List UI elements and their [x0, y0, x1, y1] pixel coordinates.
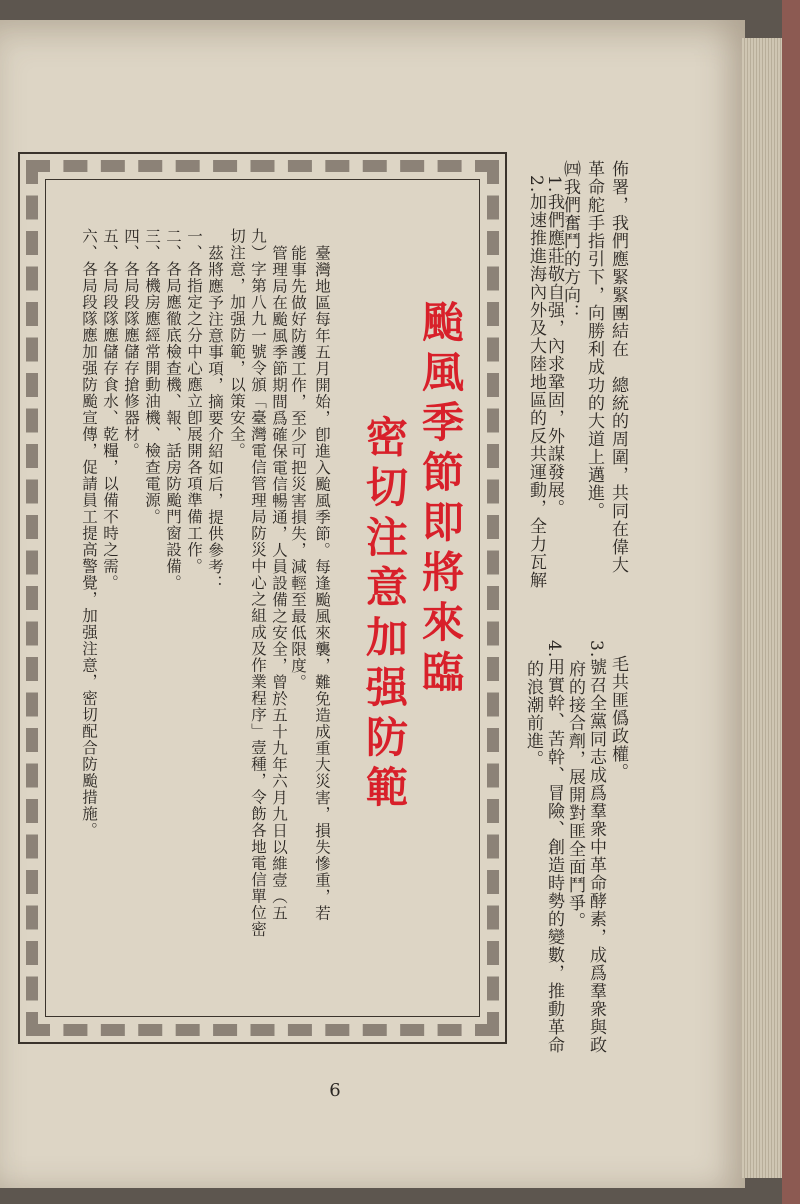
book-cover-edge [782, 0, 800, 1204]
article-col-6: 茲將應予注意事項，摘要介紹如后，提供參考： [206, 245, 224, 592]
article-title-line2: 密切注意加强防範 [360, 415, 409, 815]
article-col-2: 能事先做好防護工作，至少可把災害損失，減輕至最低限度。 [289, 245, 307, 691]
article-col-10: 四、各局段隊應儲存搶修器材。 [122, 228, 140, 459]
right-col-3: ㈣我們奮鬥的方向： [560, 160, 580, 322]
right-col-1: 佈署，我們應緊緊團結在 總統的周圍，共同在偉大 [608, 160, 628, 574]
right-col-7: 3.號召全黨同志成爲羣衆中革命酵素，成爲羣衆與政 [586, 640, 606, 1055]
right-col-6: 毛共匪僞政權。 [608, 655, 628, 781]
article-col-4: 九）字第八九一號令頒「臺灣電信管理局防災中心之組成及作業程序」壹種，令飭各地電信單位密 [249, 228, 267, 938]
right-col-2: 革命舵手指引下，向勝利成功的大道上邁進。 [584, 160, 604, 520]
right-col-5: 2.加速推進海內外及大陸地區的反共運動，全力瓦解 [526, 175, 546, 590]
article-col-11: 五、各局段隊應儲存食水、乾糧，以備不時之需。 [101, 228, 119, 591]
right-col-4: 1.我們應莊敬自强，內求鞏固，外謀發展。 [544, 175, 564, 518]
article-col-5: 切注意，加强防範，以策安全。 [228, 228, 246, 459]
right-col-9: 4.用實幹、苦幹、冒險、創造時勢的變數，推動革命 [544, 640, 564, 1055]
right-col-8: 府的接合劑，展開對匪全面鬥爭。 [565, 660, 585, 930]
article-col-9: 三、各機房應經常開動油機、檢查電源。 [143, 228, 161, 525]
article-title-line1: 颱風季節即將來臨 [416, 300, 465, 700]
article-col-3: 管理局在颱風季節期間爲確保電信暢通，人員設備之安全，曾於五十九年六月九日以維壹（五 [270, 245, 288, 922]
page-number: 6 [329, 1080, 341, 1101]
page-edges [742, 38, 787, 1178]
right-col-10: 的浪潮前進。 [523, 660, 543, 768]
article-col-12: 六、各局段隊應加强防颱宣傳，促請員工提高警覺，加强注意，密切配合防颱措施。 [80, 228, 98, 839]
article-col-7: 一、各指定之分中心應立卽展開各項準備工作。 [185, 228, 203, 575]
article-col-1: 臺灣地區每年五月開始，卽進入颱風季節。每逢颱風來襲，難免造成重大災害，損失慘重，若 [313, 245, 331, 922]
article-col-8: 二、各局應徹底檢查機、報、話房防颱門窗設備。 [164, 228, 182, 591]
